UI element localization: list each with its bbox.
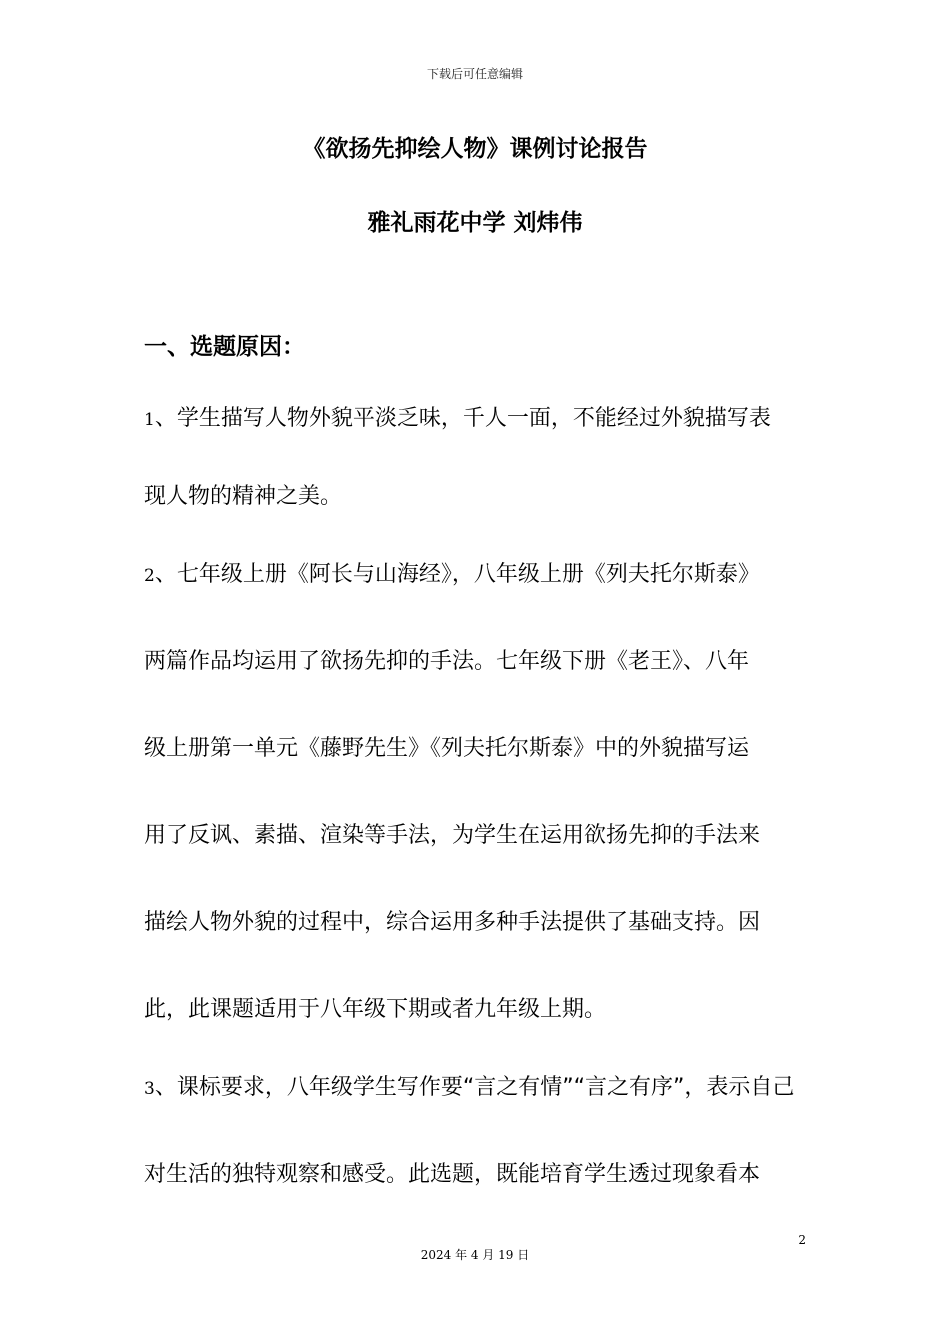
paragraph-line <box>144 714 810 801</box>
line-text: 此，此课题适用于八年级下期或者九年级上期。 <box>144 997 607 1022</box>
item-number: 2 <box>144 566 155 586</box>
page-header-note: 下载后可任意编辑 <box>426 67 523 81</box>
document-title: 《欲扬先抑绘人物》课例讨论报告 <box>302 136 648 162</box>
section-heading: 一、选题原因： <box>144 334 305 360</box>
paragraph-line <box>144 801 810 888</box>
line-text: 现人物的精神之美。 <box>144 484 343 509</box>
line-text: 描绘人物外貌的过程中，综合运用多种手法提供了基础支持。因 <box>144 910 761 935</box>
paragraph-line <box>144 462 810 540</box>
item-number: 1 <box>144 410 155 430</box>
line-text: 、七年级上册《阿长与山海经》，八年级上册《列夫托尔斯泰》 <box>154 562 760 587</box>
line-text: 对生活的独特观察和感受。此选题，既能培育学生透过现象看本 <box>144 1162 761 1187</box>
paragraph-line <box>144 384 810 462</box>
document-author: 雅礼雨花中学 刘炜伟 <box>367 210 583 236</box>
paragraph-line <box>144 975 810 1053</box>
line-text: 、学生描写人物外貌平淡乏味，千人一面，不能经过外貌描写表 <box>154 406 771 431</box>
item-number: 3 <box>144 1079 155 1099</box>
paragraph-line <box>144 1053 810 1140</box>
line-text: 、课标要求，八年级学生写作要“言之有情”“言之有序”，表示自己 <box>154 1075 795 1100</box>
line-text: 级上册第一单元《藤野先生》《列夫托尔斯泰》中的外貌描写运 <box>144 736 750 761</box>
line-text: 两篇作品均运用了欲扬先抑的手法。七年级下册《老王》、八年 <box>144 649 750 674</box>
paragraph-line <box>144 888 810 975</box>
page-footer-date: 2024 年 4 月 19 日 <box>420 1248 530 1262</box>
paragraph-line <box>144 540 810 627</box>
body-text <box>144 384 810 1227</box>
paragraph-line <box>144 627 810 714</box>
line-text: 用了反讽、素描、渲染等手法，为学生在运用欲扬先抑的手法来 <box>144 823 761 848</box>
paragraph-line <box>144 1140 810 1227</box>
page-number: 2 <box>798 1233 806 1247</box>
